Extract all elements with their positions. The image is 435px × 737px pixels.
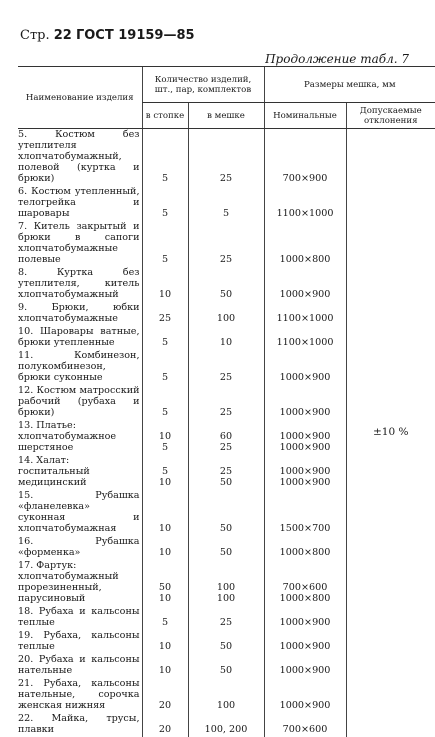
size-cell [264, 490, 346, 536]
bag-value: 50 [191, 665, 262, 676]
stack-value: 5 [145, 208, 186, 219]
stack-value: 5 [145, 407, 186, 418]
bag-value: 100 [191, 593, 262, 604]
size-value: 1000×800 [267, 547, 344, 558]
item-name-line: госпитальный [18, 466, 140, 477]
size-cell [264, 678, 346, 713]
stack-value: 10 [145, 431, 186, 442]
bag-value: 5 [191, 208, 262, 219]
size-value: 1100×1000 [267, 208, 344, 219]
item-name-cell [18, 713, 142, 737]
item-name-line: 6. Костюм утепленный, телогрейка и шаровары [18, 186, 140, 219]
bag-cell [188, 630, 264, 654]
item-name-line: 16. Рубашка «форменка» [18, 536, 140, 558]
item-name-cell [18, 678, 142, 713]
size-value: 700×600 [267, 724, 344, 735]
stack-cell [142, 654, 188, 678]
stack-value: 5 [145, 173, 186, 184]
size-value [267, 455, 344, 466]
stack-cell [142, 302, 188, 326]
item-name-cell [18, 267, 142, 302]
bag-cell [188, 326, 264, 350]
item-name-cell [18, 654, 142, 678]
stack-value: 5 [145, 617, 186, 628]
bag-value: 100 [191, 700, 262, 711]
stack-value [145, 455, 186, 466]
size-cell [264, 420, 346, 455]
table-continuation-caption: Продолжение табл. 7 [265, 52, 409, 66]
column-header-tolerance: Допускаемые отклонения [346, 103, 435, 129]
bag-cell [188, 350, 264, 385]
stack-value: 5 [145, 372, 186, 383]
size-cell [264, 221, 346, 267]
size-value: 1000×900 [267, 289, 344, 300]
bag-cell [188, 713, 264, 737]
item-name-line: 5. Костюм без утеплителя хлопчатобумажный, полевой (куртка и брюки) [18, 129, 140, 184]
bag-cell [188, 560, 264, 606]
bag-cell [188, 129, 264, 187]
item-name-line: медицинский [18, 477, 140, 488]
item-name-line: 20. Рубаха и кальсоны нательные [18, 654, 140, 676]
size-value: 1100×1000 [267, 337, 344, 348]
stack-cell [142, 536, 188, 560]
item-name-cell [18, 420, 142, 455]
size-value [267, 420, 344, 431]
stack-cell [142, 606, 188, 630]
item-name-cell [18, 221, 142, 267]
stack-value: 10 [145, 665, 186, 676]
item-name-cell [18, 630, 142, 654]
item-name-line: шерстяное [18, 442, 140, 453]
size-value: 700×600 [267, 582, 344, 593]
bag-cell [188, 678, 264, 713]
item-name-line: 21. Рубаха, кальсоны нательные, сорочка женская нижняя [18, 678, 140, 711]
bag-value: 25 [191, 407, 262, 418]
bag-value: 25 [191, 466, 262, 477]
bag-cell [188, 385, 264, 420]
size-cell [264, 654, 346, 678]
bag-value [191, 420, 262, 431]
size-value: 1000×900 [267, 641, 344, 652]
stack-value: 10 [145, 477, 186, 488]
table-row [18, 129, 435, 187]
size-cell [264, 267, 346, 302]
bag-value: 50 [191, 641, 262, 652]
item-name-line: 19. Рубаха, кальсоны теплые [18, 630, 140, 652]
bag-value: 10 [191, 337, 262, 348]
stack-value: 10 [145, 593, 186, 604]
size-value: 1000×900 [267, 407, 344, 418]
item-name-cell [18, 302, 142, 326]
stack-cell [142, 350, 188, 385]
item-name-cell [18, 350, 142, 385]
bag-cell [188, 455, 264, 490]
size-value: 1500×700 [267, 523, 344, 534]
stack-cell [142, 420, 188, 455]
stack-value [145, 420, 186, 431]
size-value: 1000×900 [267, 466, 344, 477]
bag-value [191, 571, 262, 582]
column-header-bag: в мешке [188, 103, 264, 129]
stack-cell [142, 385, 188, 420]
size-cell [264, 326, 346, 350]
column-header-stack: в стопке [142, 103, 188, 129]
stack-value: 10 [145, 547, 186, 558]
stack-value: 10 [145, 523, 186, 534]
item-name-cell [18, 385, 142, 420]
bag-cell [188, 221, 264, 267]
item-name-line: 17. Фартук: [18, 560, 140, 571]
stack-cell [142, 221, 188, 267]
page-header [20, 28, 195, 43]
size-value: 1000×900 [267, 372, 344, 383]
bag-value: 50 [191, 477, 262, 488]
bag-value: 25 [191, 173, 262, 184]
size-value: 1100×1000 [267, 313, 344, 324]
size-cell [264, 129, 346, 187]
item-name-cell [18, 455, 142, 490]
item-name-cell [18, 536, 142, 560]
bag-value: 60 [191, 431, 262, 442]
stack-cell [142, 326, 188, 350]
column-header-quantity: Количество изделий, шт., пар, комплектов [142, 67, 264, 103]
column-header-name: Наименование изделия [18, 67, 142, 129]
column-header-bag-size: Размеры мешка, мм [264, 67, 435, 103]
item-name-cell [18, 490, 142, 536]
stack-value: 20 [145, 724, 186, 735]
size-cell [264, 560, 346, 606]
item-name-line: хлопчатобумажный прорезиненный, [18, 571, 140, 593]
stack-value [145, 571, 186, 582]
stack-value: 20 [145, 700, 186, 711]
item-name-line: 14. Халат: [18, 455, 140, 466]
item-name-line: 15. Рубашка «фланелевка» суконная и хлопчатобумажная [18, 490, 140, 534]
size-table [18, 66, 435, 737]
bag-cell [188, 302, 264, 326]
stack-value: 10 [145, 641, 186, 652]
stack-cell [142, 186, 188, 221]
size-value: 1000×800 [267, 593, 344, 604]
item-name-cell [18, 560, 142, 606]
size-value: 700×900 [267, 173, 344, 184]
size-cell [264, 302, 346, 326]
table-body [18, 129, 435, 737]
size-cell [264, 350, 346, 385]
bag-value: 25 [191, 442, 262, 453]
stack-value: 25 [145, 313, 186, 324]
item-name-line: хлопчатобумажное [18, 431, 140, 442]
item-name-line: 7. Китель закрытый и брюки в сапоги хлопчатобумажные полевые [18, 221, 140, 265]
stack-cell [142, 678, 188, 713]
size-value: 1000×900 [267, 700, 344, 711]
stack-value: 5 [145, 254, 186, 265]
size-cell [264, 455, 346, 490]
stack-cell [142, 267, 188, 302]
item-name-cell [18, 129, 142, 187]
size-cell [264, 186, 346, 221]
bag-cell [188, 536, 264, 560]
size-value: 1000×900 [267, 477, 344, 488]
bag-value: 50 [191, 523, 262, 534]
size-value: 1000×800 [267, 254, 344, 265]
bag-cell [188, 606, 264, 630]
stack-cell [142, 560, 188, 606]
item-name-cell [18, 186, 142, 221]
bag-value: 25 [191, 254, 262, 265]
tolerance-cell: ±10 % [346, 129, 435, 737]
item-name-line: парусиновый [18, 593, 140, 604]
item-name-line: 9. Брюки, юбки хлопчатобумажные [18, 302, 140, 324]
bag-cell [188, 490, 264, 536]
bag-value: 50 [191, 289, 262, 300]
item-name-line: 13. Платье: [18, 420, 140, 431]
item-name-cell [18, 326, 142, 350]
stack-cell [142, 713, 188, 737]
stack-value: 5 [145, 466, 186, 477]
size-cell [264, 630, 346, 654]
bag-value [191, 455, 262, 466]
stack-cell [142, 455, 188, 490]
bag-cell [188, 420, 264, 455]
size-value: 1000×900 [267, 665, 344, 676]
stack-cell [142, 490, 188, 536]
item-name-line: 22. Майка, трусы, плавки [18, 713, 140, 735]
column-header-nominal: Номинальные [264, 103, 346, 129]
stack-value: 5 [145, 337, 186, 348]
stack-value: 50 [145, 582, 186, 593]
size-cell [264, 606, 346, 630]
bag-value: 100 [191, 313, 262, 324]
page-prefix: Стр. [20, 28, 50, 43]
size-value [267, 571, 344, 582]
bag-value: 25 [191, 617, 262, 628]
item-name-line: 10. Шаровары ватные, брюки утепленные [18, 326, 140, 348]
bag-cell [188, 654, 264, 678]
bag-value: 100 [191, 582, 262, 593]
document-code: ГОСТ 19159—85 [76, 28, 195, 43]
size-cell [264, 536, 346, 560]
item-name-cell [18, 606, 142, 630]
item-name-line: 18. Рубаха и кальсоны теплые [18, 606, 140, 628]
size-cell [264, 385, 346, 420]
size-value: 1000×900 [267, 442, 344, 453]
size-value: 1000×900 [267, 431, 344, 442]
size-value: 1000×900 [267, 617, 344, 628]
size-cell [264, 713, 346, 737]
stack-cell [142, 129, 188, 187]
item-name-line: 12. Костюм матросский рабочий (рубаха и брюки) [18, 385, 140, 418]
bag-value: 25 [191, 372, 262, 383]
bag-value: 100, 200 [191, 724, 262, 735]
stack-value: 5 [145, 442, 186, 453]
item-name-line: 11. Комбинезон, полукомбинезон, брюки суконные [18, 350, 140, 383]
bag-cell [188, 267, 264, 302]
stack-value: 10 [145, 289, 186, 300]
bag-cell [188, 186, 264, 221]
item-name-line: 8. Куртка без утеплителя, китель хлопчатобумажный [18, 267, 140, 300]
bag-value: 50 [191, 547, 262, 558]
page-number: 22 [54, 28, 72, 43]
stack-cell [142, 630, 188, 654]
